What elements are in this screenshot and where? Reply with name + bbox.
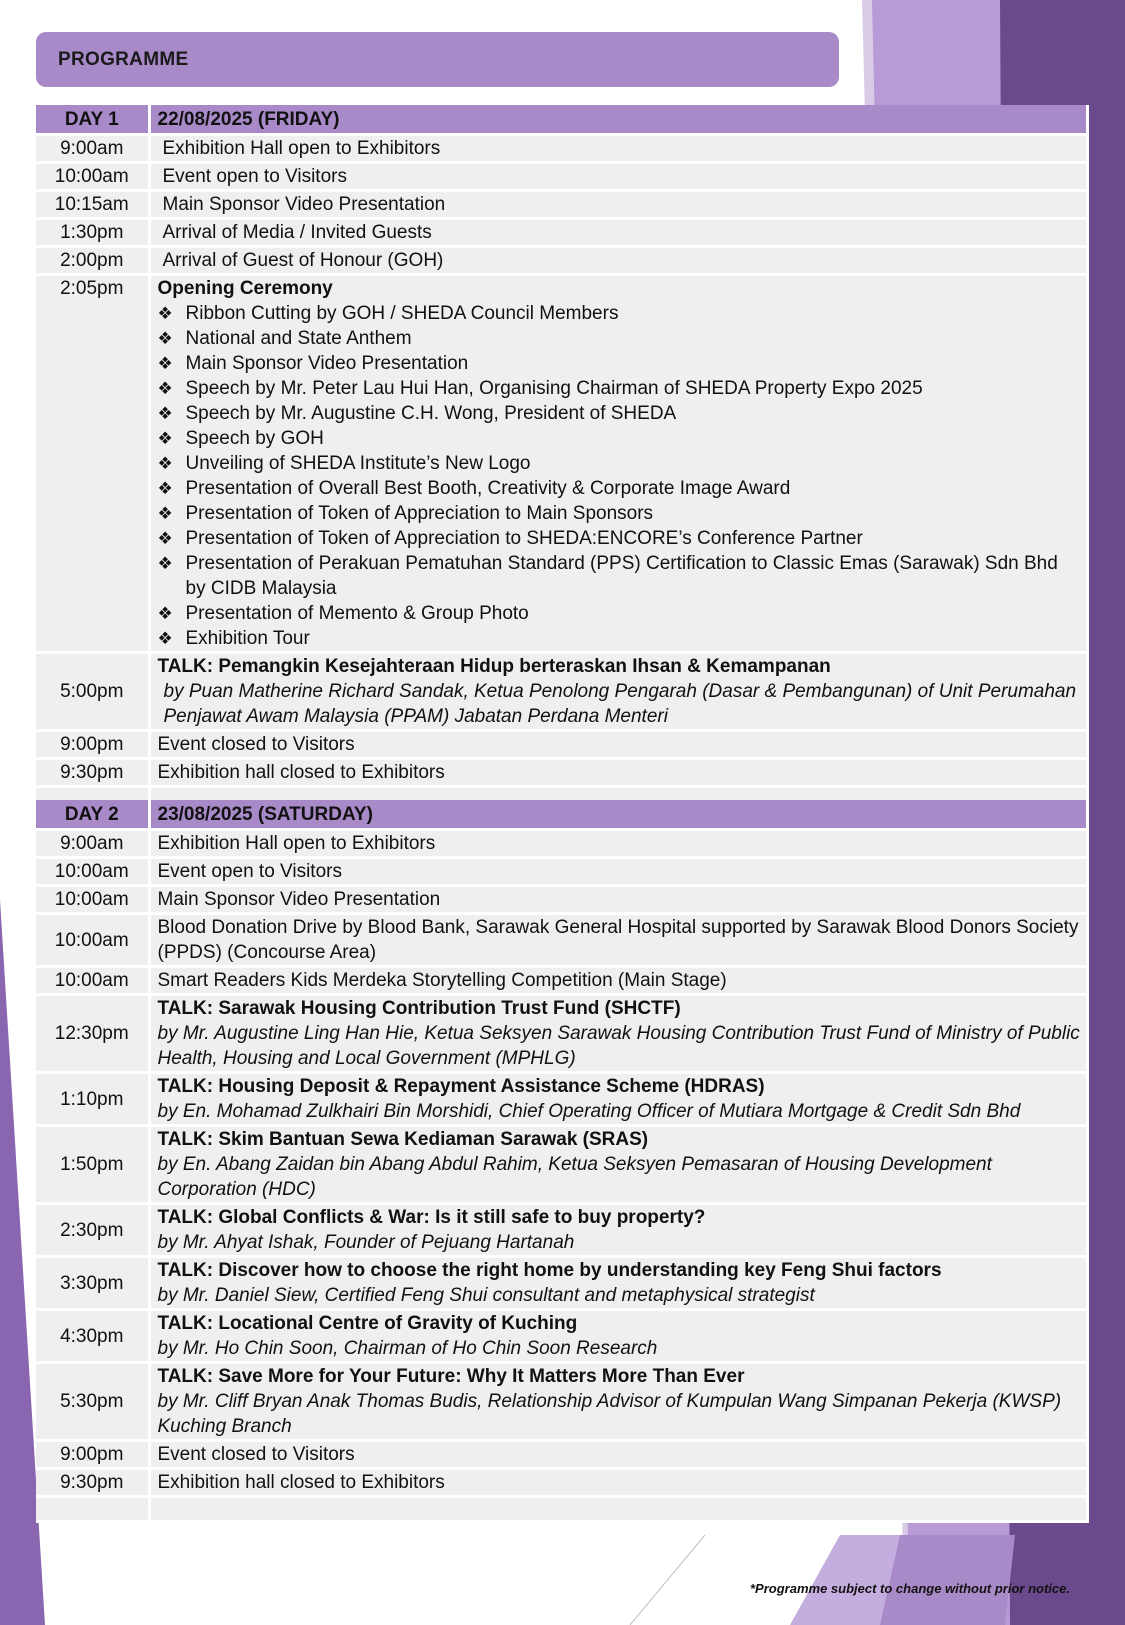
row-time: 5:30pm: [36, 1363, 149, 1441]
talk-cell: [149, 653, 1088, 731]
day2-label: DAY 2: [36, 800, 149, 830]
ceremony-item-text: Main Sponsor Video Presentation: [185, 353, 469, 374]
ceremony-item: [158, 376, 1083, 401]
row-time: 1:10pm: [36, 1073, 149, 1126]
day1-table: [36, 105, 1089, 813]
talk-speaker: by Mr. Daniel Siew, Certified Feng Shui consultant and metaphysical strategist: [157, 1285, 815, 1306]
table-row: [36, 219, 1088, 247]
table-row: [36, 759, 1088, 787]
deco-shape-bottom-mid: [880, 1535, 1015, 1625]
row-time: 9:00am: [36, 830, 149, 858]
ceremony-item-text: Presentation of Overall Best Booth, Creativity & Corporate Image Award: [185, 478, 791, 499]
row-time: 9:00am: [36, 135, 149, 163]
ceremony-item-text: Speech by Mr. Peter Lau Hui Han, Organising Chairman of SHEDA Property Expo 2025: [185, 378, 923, 399]
row-time: 9:30pm: [36, 759, 149, 787]
talk-title: TALK: Sarawak Housing Contribution Trust Fund (SHCTF): [157, 998, 681, 1019]
talk-row: [36, 995, 1088, 1073]
row-time: 10:00am: [36, 914, 149, 967]
day2-header-row: [36, 800, 1088, 830]
talk-cell: [149, 1310, 1088, 1363]
row-text: Event closed to Visitors: [149, 1441, 1088, 1469]
row-text: Event open to Visitors: [149, 163, 1088, 191]
ceremony-item-text: Presentation of Memento & Group Photo: [185, 603, 529, 624]
row-text: Exhibition hall closed to Exhibitors: [149, 759, 1088, 787]
ceremony-cell: [149, 275, 1088, 653]
ceremony-item-text: Exhibition Tour: [185, 628, 310, 649]
ceremony-item: [158, 551, 1083, 601]
table-row: [36, 163, 1088, 191]
ceremony-item: [158, 626, 1083, 651]
row-text: Exhibition hall closed to Exhibitors: [149, 1469, 1088, 1497]
bullet-icon: ❖: [157, 504, 173, 523]
ceremony-item-text: Speech by GOH: [185, 428, 324, 449]
ceremony-item: [158, 451, 1083, 476]
table-row: [36, 914, 1088, 967]
bullet-icon: ❖: [157, 429, 173, 448]
talk-title: TALK: Locational Centre of Gravity of Kuching: [157, 1313, 578, 1334]
bullet-icon: ❖: [157, 379, 173, 398]
table-row: [36, 830, 1088, 858]
talk-row: [36, 1310, 1088, 1363]
talk-row: [36, 1204, 1088, 1257]
talk-cell: [149, 1257, 1088, 1310]
day1-header-row: [36, 105, 1088, 135]
talk-row: [36, 1126, 1088, 1204]
talk-row: [36, 653, 1088, 731]
row-text: Exhibition Hall open to Exhibitors: [149, 135, 1088, 163]
programme-header: [36, 32, 839, 87]
bullet-icon: ❖: [157, 529, 173, 548]
day1-date: 22/08/2025 (FRIDAY): [149, 105, 1088, 135]
row-time: 9:30pm: [36, 1469, 149, 1497]
row-time: 10:00am: [36, 163, 149, 191]
ceremony-item: [158, 351, 1083, 376]
table-row: [36, 247, 1088, 275]
row-time: 10:15am: [36, 191, 149, 219]
row-text: Main Sponsor Video Presentation: [149, 191, 1088, 219]
ceremony-title: Opening Ceremony: [157, 278, 333, 299]
row-time: 2:30pm: [36, 1204, 149, 1257]
bullet-icon: ❖: [157, 304, 173, 323]
talk-row: [36, 1257, 1088, 1310]
talk-cell: [149, 1363, 1088, 1441]
talk-row: [36, 1363, 1088, 1441]
deco-line: [630, 1535, 705, 1625]
ceremony-item-text: Presentation of Perakuan Pematuhan Standard (PPS) Certification to Classic Emas (Sarawak) Sdn Bhd by CIDB Malaysia: [185, 553, 1058, 599]
table-row: [36, 886, 1088, 914]
ceremony-item-text: Unveiling of SHEDA Institute’s New Logo: [185, 453, 531, 474]
row-time: 10:00am: [36, 858, 149, 886]
bullet-icon: ❖: [157, 604, 173, 623]
ceremony-item: [158, 326, 1083, 351]
talk-cell: [149, 995, 1088, 1073]
spacer-row: [36, 1497, 1088, 1522]
row-time: 9:00pm: [36, 1441, 149, 1469]
programme-title: PROGRAMME: [58, 48, 189, 70]
row-time: 12:30pm: [36, 995, 149, 1073]
talk-title: TALK: Housing Deposit & Repayment Assistance Scheme (HDRAS): [157, 1076, 765, 1097]
table-row: [36, 731, 1088, 759]
row-time: 5:00pm: [36, 653, 149, 731]
day2-date: 23/08/2025 (SATURDAY): [149, 800, 1088, 830]
talk-speaker: by Mr. Ho Chin Soon, Chairman of Ho Chin Soon Research: [157, 1338, 658, 1359]
row-time: 2:00pm: [36, 247, 149, 275]
table-row: [36, 967, 1088, 995]
row-text: Event closed to Visitors: [149, 731, 1088, 759]
bullet-icon: ❖: [157, 354, 173, 373]
table-row: [36, 858, 1088, 886]
ceremony-item: [158, 426, 1083, 451]
talk-title: TALK: Discover how to choose the right home by understanding key Feng Shui factors: [157, 1260, 942, 1281]
ceremony-list: [158, 301, 1083, 651]
table-row: [36, 1469, 1088, 1497]
ceremony-item-text: Ribbon Cutting by GOH / SHEDA Council Members: [185, 303, 619, 324]
bullet-icon: ❖: [157, 629, 173, 648]
row-text: Main Sponsor Video Presentation: [149, 886, 1088, 914]
row-time: 2:05pm: [36, 275, 149, 653]
ceremony-item-text: Presentation of Token of Appreciation to Main Sponsors: [185, 503, 654, 524]
row-time: 9:00pm: [36, 731, 149, 759]
row-time: 1:50pm: [36, 1126, 149, 1204]
row-text: Blood Donation Drive by Blood Bank, Sarawak General Hospital supported by Sarawak Blood Donors Society (PPDS) (Concourse Area): [149, 914, 1088, 967]
talk-title: TALK: Global Conflicts & War: Is it still safe to buy property?: [157, 1207, 706, 1228]
bullet-icon: ❖: [157, 479, 173, 498]
row-text: Exhibition Hall open to Exhibitors: [149, 830, 1088, 858]
ceremony-item: [158, 476, 1083, 501]
ceremony-item: [158, 301, 1083, 326]
ceremony-item: [158, 526, 1083, 551]
row-time: 4:30pm: [36, 1310, 149, 1363]
bullet-icon: ❖: [157, 404, 173, 423]
talk-speaker: by Mr. Ahyat Ishak, Founder of Pejuang Hartanah: [157, 1232, 575, 1253]
talk-title: TALK: Save More for Your Future: Why It Matters More Than Ever: [157, 1366, 745, 1387]
row-text: Event open to Visitors: [149, 858, 1088, 886]
row-text: Arrival of Media / Invited Guests: [149, 219, 1088, 247]
row-time: 1:30pm: [36, 219, 149, 247]
row-time: 3:30pm: [36, 1257, 149, 1310]
talk-title: TALK: Skim Bantuan Sewa Kediaman Sarawak (SRAS): [157, 1129, 649, 1150]
ceremony-item-text: National and State Anthem: [185, 328, 412, 349]
footer-note: *Programme subject to change without prior notice.: [750, 1581, 1070, 1596]
ceremony-item: [158, 601, 1083, 626]
row-text: Arrival of Guest of Honour (GOH): [149, 247, 1088, 275]
row-time: 10:00am: [36, 886, 149, 914]
day1-label: DAY 1: [36, 105, 149, 135]
ceremony-item: [158, 501, 1083, 526]
talk-title: TALK: Pemangkin Kesejahteraan Hidup berteraskan Ihsan & Kemampanan: [157, 656, 831, 677]
talk-cell: [149, 1204, 1088, 1257]
table-row: [36, 1441, 1088, 1469]
row-time: 10:00am: [36, 967, 149, 995]
talk-speaker: by En. Abang Zaidan bin Abang Abdul Rahim, Ketua Seksyen Pemasaran of Housing Development Corporation (HDC): [157, 1154, 992, 1200]
talk-row: [36, 1073, 1088, 1126]
bullet-icon: ❖: [157, 454, 173, 473]
talk-speaker: by Mr. Augustine Ling Han Hie, Ketua Seksyen Sarawak Housing Contribution Trust Fund of Ministry of Public Health, Housing and Local Government (MPHLG): [157, 1023, 1080, 1069]
day2-schedule: [36, 800, 1089, 1523]
day1-schedule: [36, 105, 1089, 813]
talk-cell: [149, 1073, 1088, 1126]
bullet-icon: ❖: [157, 554, 173, 573]
table-row: [36, 191, 1088, 219]
bullet-icon: ❖: [157, 329, 173, 348]
talk-speaker: by En. Mohamad Zulkhairi Bin Morshidi, Chief Operating Officer of Mutiara Mortgage & Credit Sdn Bhd: [157, 1101, 1021, 1122]
row-text: Smart Readers Kids Merdeka Storytelling Competition (Main Stage): [149, 967, 1088, 995]
ceremony-item-text: Speech by Mr. Augustine C.H. Wong, President of SHEDA: [185, 403, 677, 424]
talk-speaker: by Mr. Cliff Bryan Anak Thomas Budis, Relationship Advisor of Kumpulan Wang Simpanan Pekerja (KWSP) Kuching Branch: [157, 1391, 1062, 1437]
ceremony-item: [158, 401, 1083, 426]
talk-speaker: by Puan Matherine Richard Sandak, Ketua Penolong Pengarah (Dasar & Pembangunan) of Unit Perumahan Penjawat Awam Malaysia (PPAM) Jabatan Perdana Menteri: [163, 681, 1077, 727]
table-row: [36, 135, 1088, 163]
opening-ceremony-row: [36, 275, 1088, 653]
talk-cell: [149, 1126, 1088, 1204]
ceremony-item-text: Presentation of Token of Appreciation to SHEDA:ENCORE’s Conference Partner: [185, 528, 863, 549]
day2-table: [36, 800, 1089, 1523]
